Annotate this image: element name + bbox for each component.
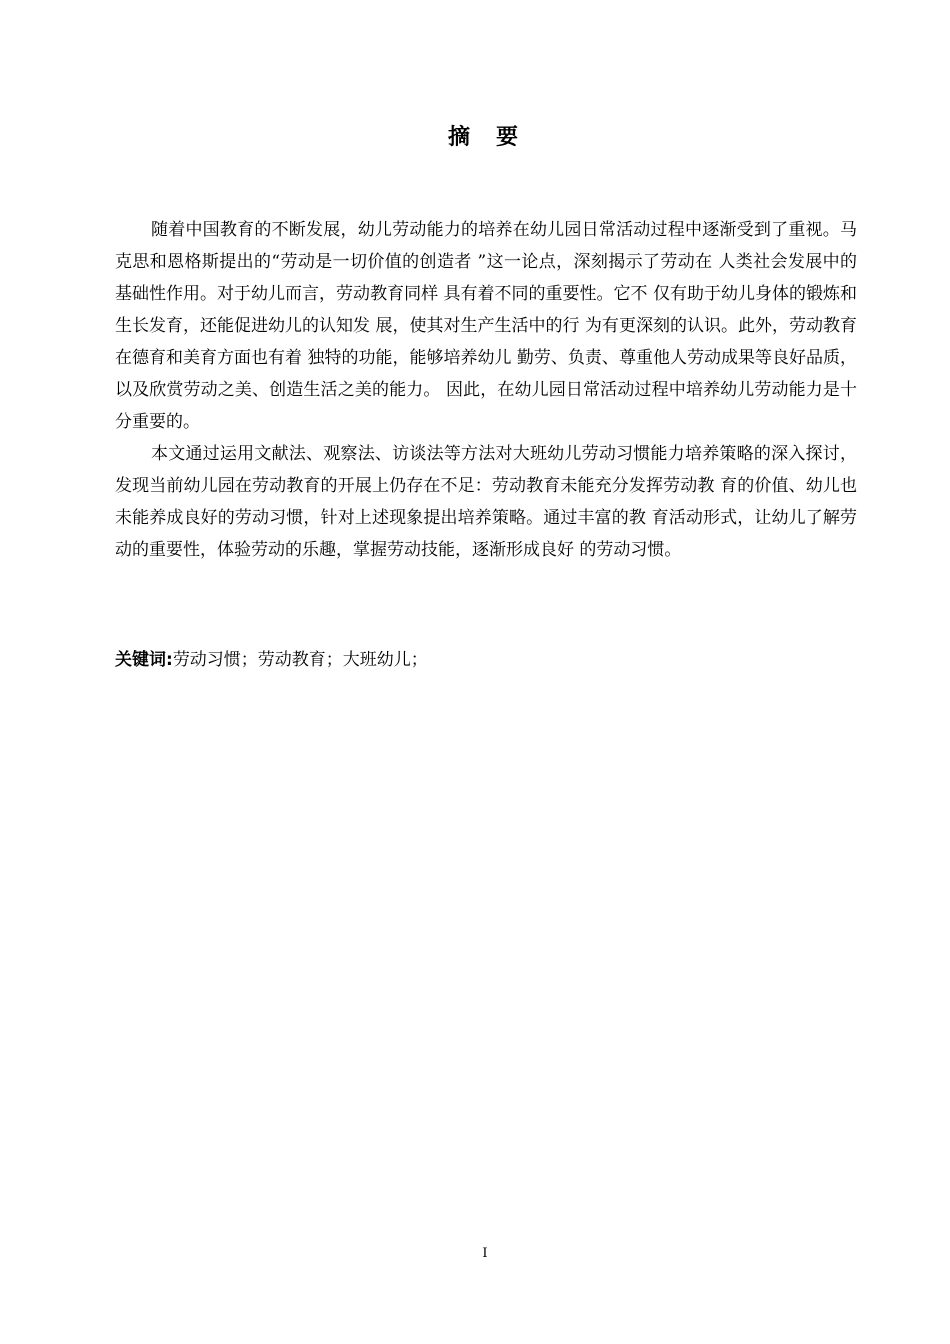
abstract-paragraph-1: 随着中国教育的不断发展，幼儿劳动能力的培养在幼儿园日常活动过程中逐渐受到了重视。马克思和恩格斯提出的“劳动是一切价值的创造者 ”这一论点，深刻揭示了劳动在 人类社会发展中的基础性作用。对于幼儿而言，劳动教育同样 具有着不同的重要性。它不 仅有助于幼儿身体的锻炼和生长发育，还能促进幼儿的认知发 展，使其对生产生活中的行 为有更深刻的认识。此外，劳动教育在德育和美育方面也有着 独特的功能，能够培养幼儿 勤劳、负责、尊重他人劳动成果等良好品质，以及欣赏劳动之美、创造生活之美的能力。 因此，在幼儿园日常活动过程中培养幼儿劳动能力是十分重要的。 bbox=[115, 220, 857, 432]
page-number: I bbox=[482, 1246, 488, 1261]
keywords-label: 关键词: bbox=[115, 650, 173, 670]
keywords-line bbox=[115, 646, 857, 674]
abstract-body bbox=[115, 214, 857, 566]
abstract-paragraph-2: 本文通过运用文献法、观察法、访谈法等方法对大班幼儿劳动习惯能力培养策略的深入探讨，发现当前幼儿园在劳动教育的开展上仍存在不足：劳动教育未能充分发挥劳动教 育的价值、幼儿也未能养成良好的劳动习惯，针对上述现象提出培养策略。通过丰富的教 育活动形式，让幼儿了解劳动的重要性，体验劳动的乐趣，掌握劳动技能，逐渐形成良好 的劳动习惯。 bbox=[115, 444, 857, 560]
abstract-title-char-2: 要 bbox=[496, 125, 519, 150]
abstract-title bbox=[0, 122, 950, 154]
keywords-text: 劳动习惯；劳动教育；大班幼儿； bbox=[172, 650, 428, 670]
abstract-title-char-1: 摘 bbox=[447, 125, 470, 150]
